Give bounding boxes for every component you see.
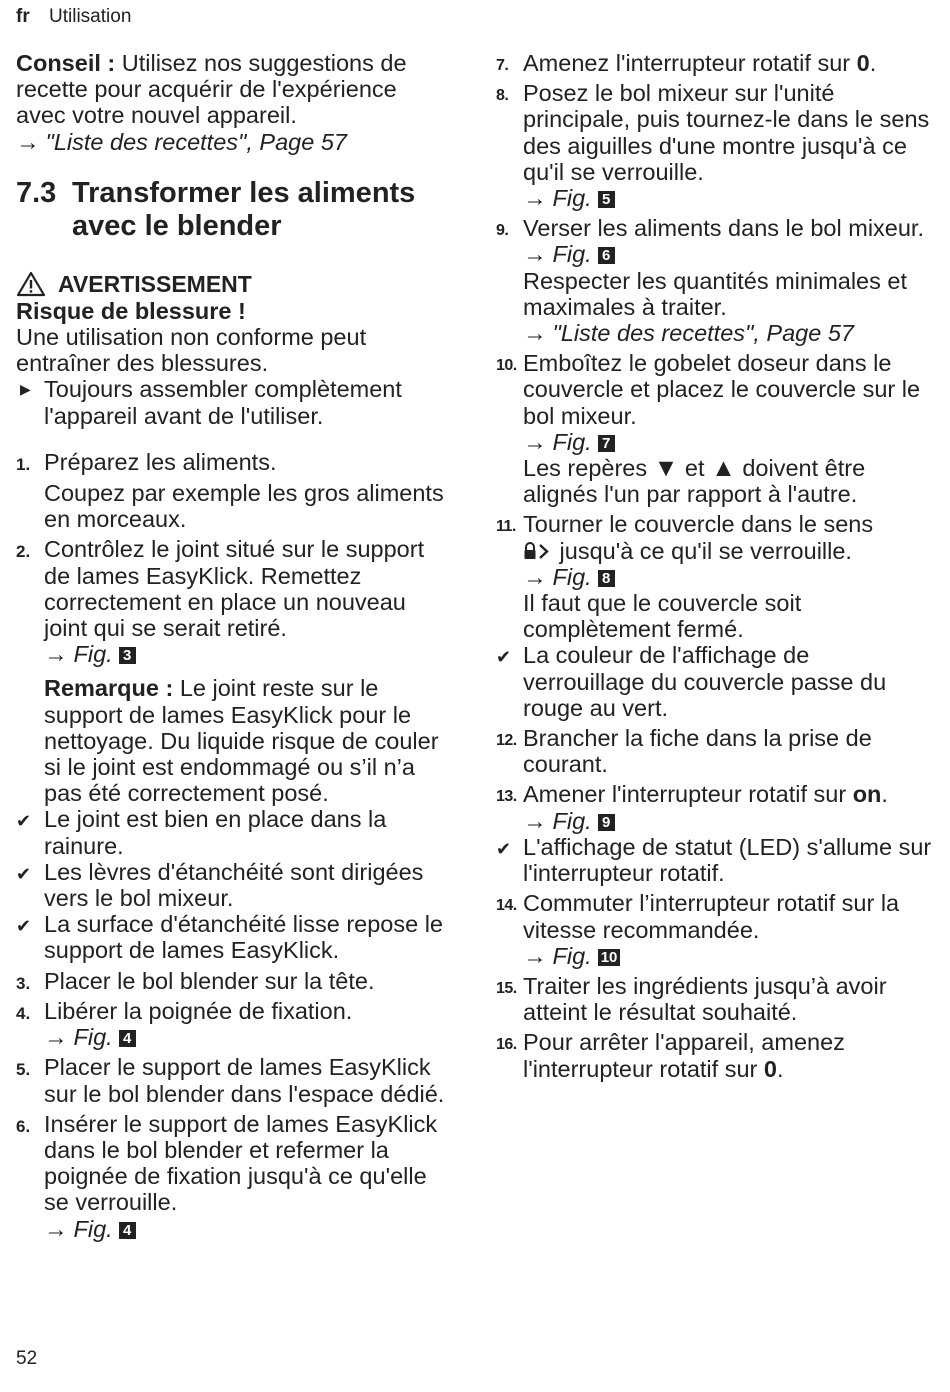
mark-down-icon: ▼ bbox=[653, 454, 679, 483]
arrow-right-icon: → bbox=[523, 807, 547, 834]
warning-title: AVERTISSEMENT bbox=[16, 271, 448, 298]
step-6: 6. Insérer le support de lames EasyKlick dans le bol blender et refermer la poignée de fixation jusqu'à ce qu'elle se verrouille. → Fig. 4 bbox=[16, 1111, 448, 1242]
warning-block bbox=[16, 271, 448, 429]
tip-reference[interactable]: → "Liste des recettes", Page 57 bbox=[16, 128, 347, 155]
arrow-right-icon: → bbox=[523, 185, 547, 212]
figure-reference[interactable]: → Fig. 8 bbox=[523, 564, 932, 590]
figure-reference[interactable]: → Fig. 3 bbox=[44, 641, 448, 667]
language-code: fr bbox=[16, 6, 30, 27]
step-4: 4. Libérer la poignée de fixation. → Fig. 4 bbox=[16, 998, 448, 1050]
step-1: 1. Préparez les aliments. Coupez par exemple les gros aliments en morceaux. bbox=[16, 449, 448, 533]
check-icon: ✔ bbox=[16, 916, 32, 937]
left-column bbox=[16, 50, 448, 1242]
tip bbox=[16, 50, 448, 155]
figure-reference[interactable]: → Fig. 7 bbox=[523, 429, 932, 455]
warning-bullet: ▶ Toujours assembler complètement l'appareil avant de l'utiliser. bbox=[20, 376, 402, 429]
check-item: ✔ L'affichage de statut (LED) s'allume sur l'interrupteur rotatif. bbox=[496, 833, 932, 887]
step-16: 16. Pour arrêter l'appareil, amenez l'interrupteur rotatif sur 0. bbox=[496, 1029, 845, 1082]
warning-text: Une utilisation non conforme peut entraîner des blessures. bbox=[16, 324, 367, 377]
figure-reference[interactable]: → Fig. 4 bbox=[44, 1024, 448, 1050]
arrow-right-icon: → bbox=[16, 128, 40, 155]
tip-label: Conseil : bbox=[16, 50, 116, 76]
lock-icon bbox=[523, 541, 553, 561]
section-number: 7.3 bbox=[16, 176, 57, 209]
figure-reference[interactable]: → Fig. 6 bbox=[523, 241, 932, 267]
step-11: 11. Tourner le couvercle dans le sens jusqu'à ce qu'il se verrouille. → Fig. 8 Il faut que le couvercle soit complètement fermé. bbox=[496, 511, 932, 642]
section-title: 7.3 Transformer les aliments avec le blender bbox=[16, 176, 416, 242]
step-14: 14. Commuter l’interrupteur rotatif sur la vitesse recommandée. → Fig. 10 bbox=[496, 890, 932, 969]
step-9: 9. Verser les aliments dans le bol mixeur. → Fig. 6 Respecter les quantités minimales et maximales à traiter. → "Liste des recettes", Page 57 bbox=[496, 215, 932, 346]
steps-left bbox=[16, 449, 448, 1242]
page-number: 52 bbox=[16, 1348, 38, 1369]
step-10: 10. Emboîtez le gobelet doseur dans le couvercle et placez le couvercle sur le bol mixeur. → Fig. 7 Les repères ▼ et ▲ doivent être alignés l'un par rapport à l'autre. bbox=[496, 350, 932, 507]
figure-reference[interactable]: → Fig. 9 bbox=[523, 808, 932, 834]
step-5: 5. Placer le support de lames EasyKlick sur le bol blender dans l'espace dédié. bbox=[16, 1054, 445, 1107]
arrow-right-icon: → bbox=[44, 1024, 68, 1051]
arrow-right-icon: → bbox=[44, 1215, 68, 1242]
step-8: 8. Posez le bol mixeur sur l'unité principale, puis tournez-le dans le sens des aiguilles d'une montre jusqu'à ce qu'il se verrouille. → Fig. 5 bbox=[496, 80, 932, 211]
check-icon: ✔ bbox=[496, 838, 512, 859]
step-15: 15. Traiter les ingrédients jusqu’à avoir atteint le résultat souhaité. bbox=[496, 972, 887, 1026]
arrow-right-icon: → bbox=[523, 320, 547, 347]
recipe-reference[interactable]: → "Liste des recettes", Page 57 bbox=[523, 320, 854, 347]
check-item: ✔ La couleur de l'affichage de verrouillage du couvercle passe du rouge au vert. bbox=[496, 642, 887, 721]
warning-risk: Risque de blessure ! bbox=[16, 297, 246, 324]
step-12: 12. Brancher la fiche dans la prise de courant. bbox=[496, 725, 872, 778]
arrow-right-icon: → bbox=[523, 241, 547, 268]
mark-up-icon: ▲ bbox=[711, 454, 736, 483]
check-icon: ✔ bbox=[496, 647, 512, 668]
tip-text: Utilisez nos suggestions de recette pour acquérir de l'expérience avec votre nouvel appareil. bbox=[16, 50, 407, 129]
header-section: Utilisation bbox=[49, 6, 132, 27]
arrow-right-icon: → bbox=[523, 428, 547, 455]
check-item: ✔ Le joint est bien en place dans la rainure. bbox=[16, 806, 387, 859]
step-2: 2. Contrôlez le joint situé sur le support de lames EasyKlick. Remettez correctement en place un nouveau joint qui se serait retiré. → Fig. 3 Remarque : Le joint reste sur le support de lames EasyKlick pour le nettoyage. Du liquide risque de couler si le joint est endommagé ou s’il n’a pas été correctement posé. bbox=[16, 536, 448, 806]
arrow-right-icon: → bbox=[44, 641, 68, 668]
figure-reference[interactable]: → Fig. 10 bbox=[523, 943, 932, 969]
page-header bbox=[16, 6, 131, 28]
check-icon: ✔ bbox=[16, 811, 32, 832]
check-icon: ✔ bbox=[16, 863, 32, 884]
arrow-right-icon: → bbox=[523, 563, 547, 590]
step-3: 3. Placer le bol blender sur la tête. bbox=[16, 967, 375, 994]
warning-triangle-icon bbox=[16, 271, 46, 297]
figure-reference[interactable]: → Fig. 5 bbox=[523, 185, 932, 211]
step-7: 7. Amenez l'interrupteur rotatif sur 0. bbox=[496, 50, 877, 76]
step-1-detail: Coupez par exemple les gros aliments en morceaux. bbox=[44, 480, 444, 533]
step-13: 13. Amener l'interrupteur rotatif sur on. → Fig. 9 bbox=[496, 781, 932, 833]
check-item: ✔ Les lèvres d'étanchéité sont dirigées vers le bol mixeur. bbox=[16, 858, 424, 912]
right-column bbox=[496, 50, 932, 1082]
bullet-triangle-icon: ▶ bbox=[20, 381, 31, 398]
note: Remarque : Le joint reste sur le support de lames EasyKlick pour le nettoyage. Du liquide risque de couler si le joint est endommagé ou s’il n’a pas été correctement posé. bbox=[44, 675, 439, 807]
check-item: ✔ La surface d'étanchéité lisse repose le support de lames EasyKlick. bbox=[16, 911, 444, 964]
figure-reference[interactable]: → Fig. 4 bbox=[44, 1216, 448, 1242]
arrow-right-icon: → bbox=[523, 942, 547, 969]
